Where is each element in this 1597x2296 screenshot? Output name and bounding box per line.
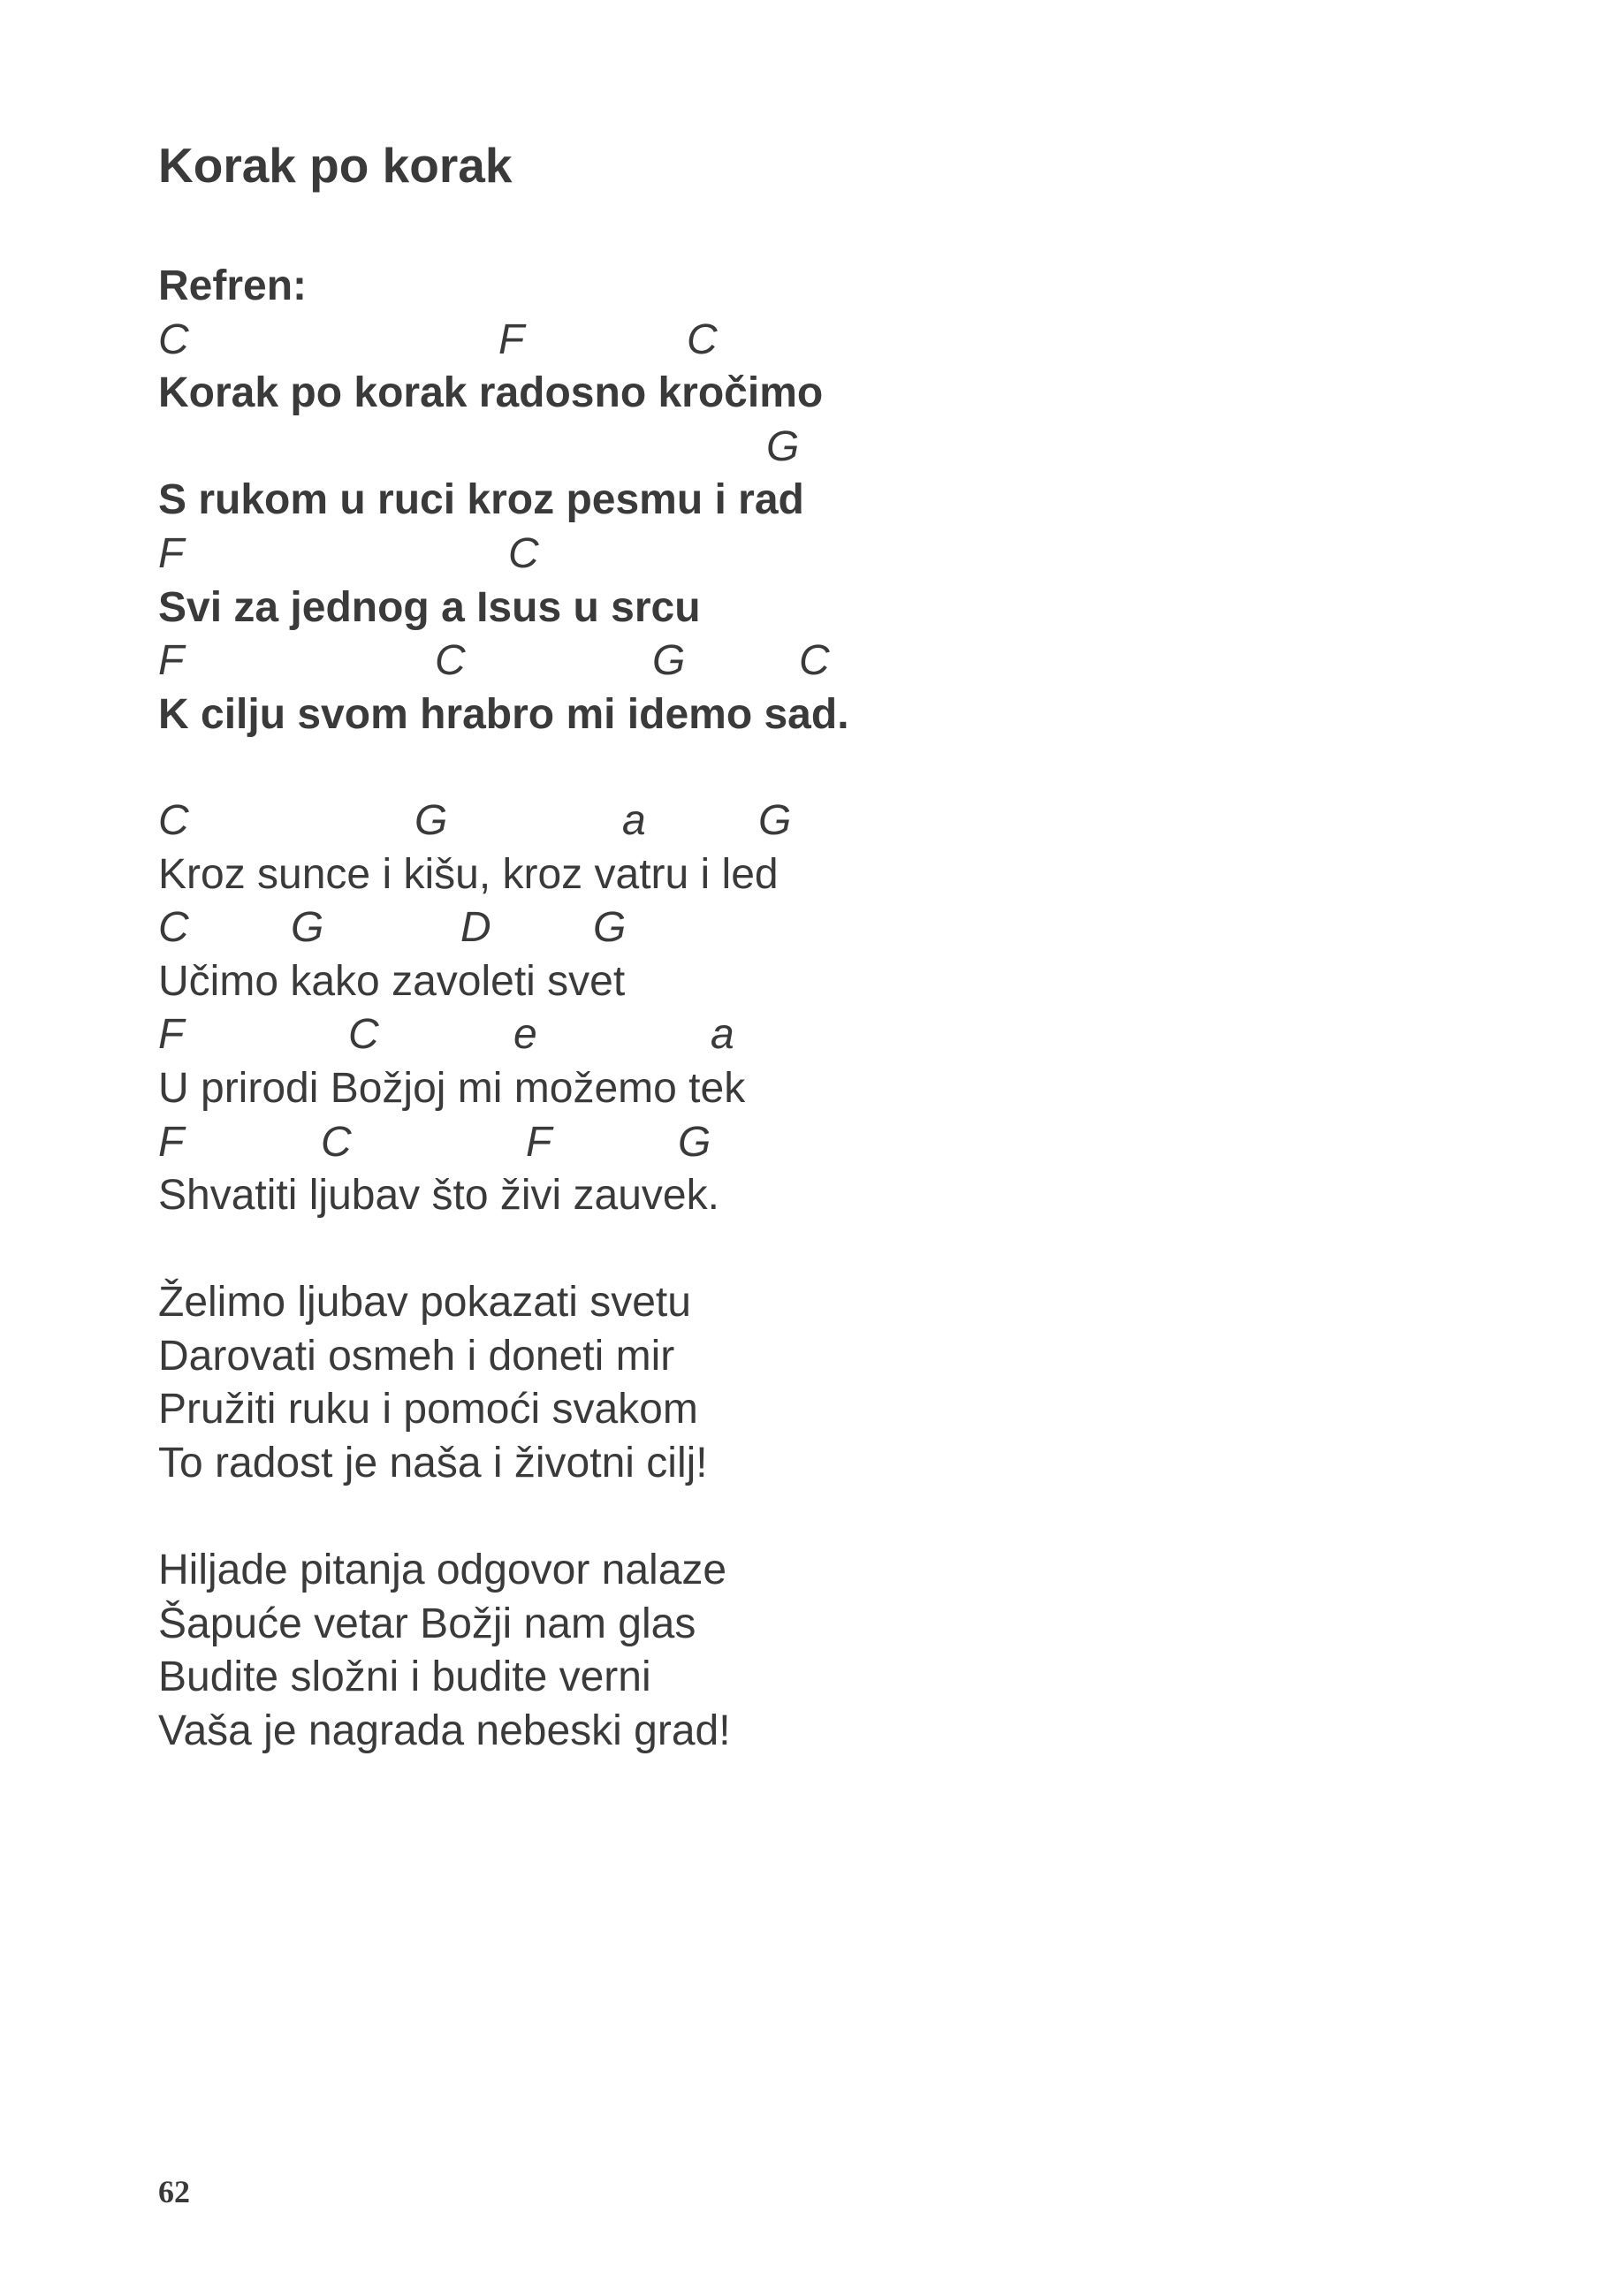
lyric-line: Darovati osmeh i doneti mir [158,1332,675,1380]
lyric-line: U prirodi Božjoj mi možemo tek [158,1064,746,1112]
lyric-line: Korak po korak radosno kročimo [158,369,824,417]
lyric-line: K cilju svom hrabro mi idemo sad. [158,690,849,738]
lyric-line: Kroz sunce i kišu, kroz vatru i led [158,850,779,898]
refrain [158,260,849,741]
chord: F [158,637,185,685]
chord: C [321,1118,352,1166]
chord-line [158,528,849,582]
chord-line [158,421,849,475]
lyric-line: Pružiti ruku i pomoći svakom [158,1386,698,1433]
verse-3 [158,1544,731,1758]
lyric-line: To radost je naša i životni cilj! [158,1439,708,1486]
chord: G [593,904,627,952]
chord-line [158,794,792,848]
chord: G [678,1118,711,1166]
lyric-line: Shvatiti ljubav što živi zauvek. [158,1172,719,1220]
refrain-label: Refren: [158,262,308,309]
chord: C [799,637,830,685]
lyric-line: Hiljade pitanja odgovor nalaze [158,1547,727,1593]
verse-1 [158,794,792,1223]
chord: F [158,1118,185,1166]
chord: C [158,904,189,952]
chord: G [766,422,800,470]
chord: C [348,1011,379,1059]
lyric-line: Učimo kako zavoleti svet [158,957,626,1005]
chord: C [687,316,718,363]
chord: a [622,797,646,844]
chord: D [460,904,491,952]
chord-line [158,1116,779,1170]
chord: F [498,316,525,363]
chord-line [158,314,849,368]
chord: G [414,797,448,844]
lyric-line: Svi za jednog a Isus u srcu [158,583,701,631]
chord: F [526,1118,552,1166]
lyric-line: Želimo ljubav pokazati svetu [158,1279,691,1326]
lyric-line: Budite složni i budite verni [158,1654,651,1701]
chord: C [158,797,189,844]
chord: F [158,1011,185,1059]
page-number: 62 [158,2174,190,2209]
chord: G [652,637,686,685]
song-title: Korak po korak [158,138,513,193]
chord: C [158,316,189,363]
chord: C [435,637,466,685]
chord: G [291,904,324,952]
chord-line [158,1008,779,1062]
verse-2 [158,1276,708,1490]
chord-line [158,635,849,688]
chord-line [158,901,779,955]
lyric-line: Vaša je nagrada nebeski grad! [158,1707,731,1754]
chord: a [711,1011,734,1059]
chord: e [513,1011,537,1059]
lyric-line: S rukom u ruci kroz pesmu i rad [158,476,804,524]
chord: C [508,529,539,577]
chord: G [758,797,792,844]
chord: F [158,529,185,577]
lyric-line: Šapuće vetar Božji nam glas [158,1600,696,1647]
